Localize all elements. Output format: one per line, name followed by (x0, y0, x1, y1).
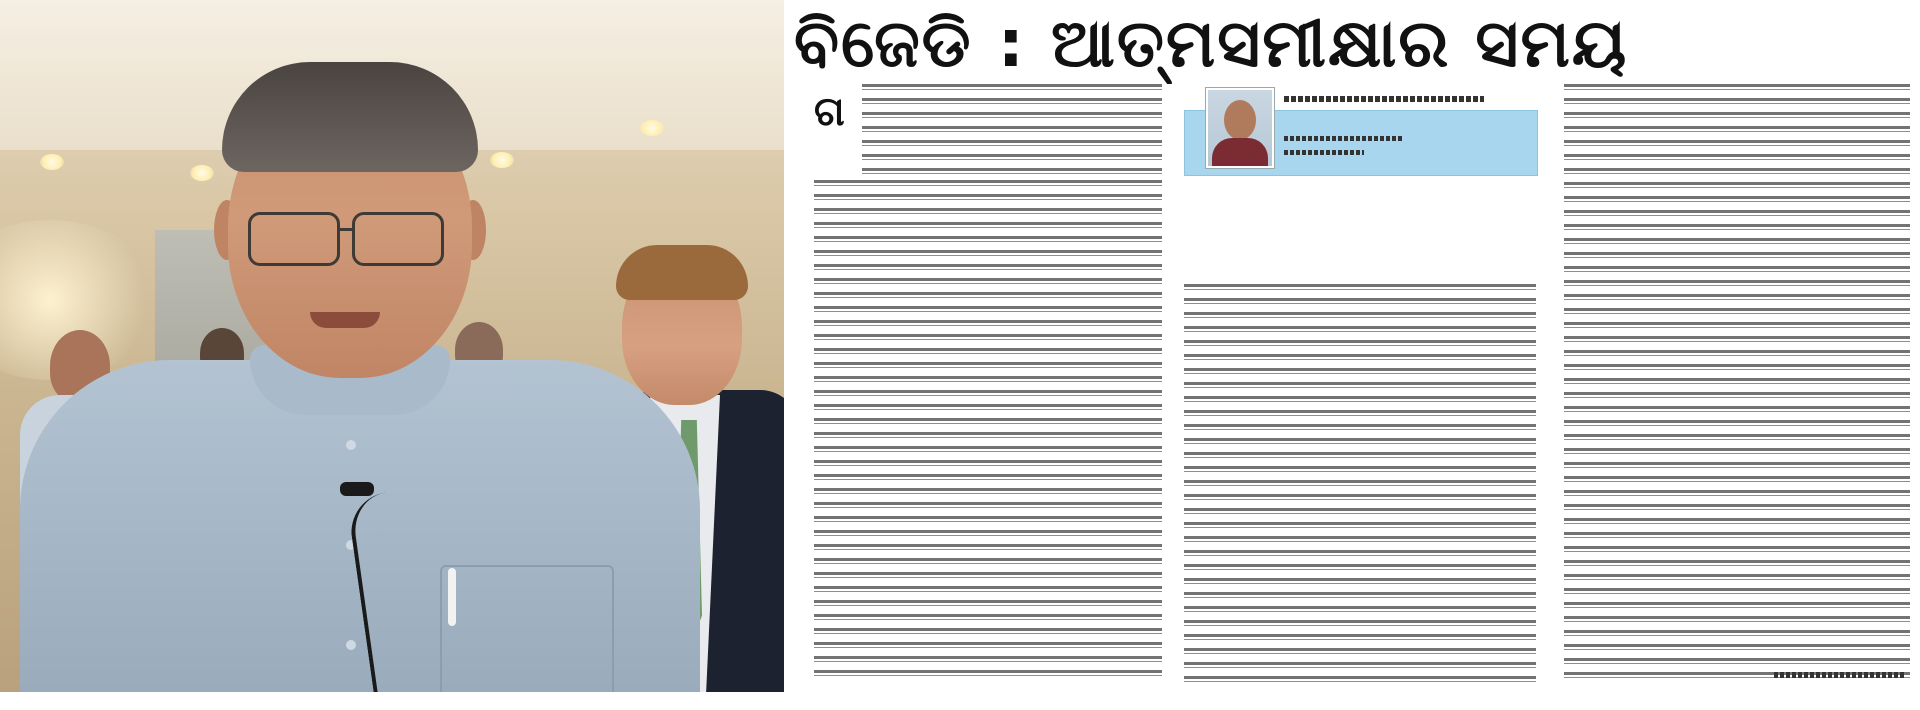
glasses-bridge (337, 228, 353, 231)
body-text-illegible (1564, 84, 1910, 684)
body-text-illegible (814, 180, 1162, 684)
glasses-lens-left (248, 212, 340, 266)
author-signoff-illegible (1774, 672, 1904, 678)
body-text-illegible (1184, 284, 1536, 684)
subject-mouth (310, 312, 380, 328)
article-headline: ବିଜେଡି : ଆତ୍ମସମୀକ୍ଷାର ସମୟ (794, 5, 1629, 82)
body-text-illegible (862, 84, 1162, 178)
shirt-pocket (440, 565, 614, 692)
bottom-margin (0, 692, 1920, 710)
pen-icon (448, 568, 456, 626)
background-man-hair (616, 245, 748, 300)
shirt-button (346, 640, 356, 650)
shirt-button (346, 440, 356, 450)
lapel-microphone-icon (340, 482, 374, 496)
ceiling-light (40, 154, 64, 170)
drop-cap: ଗ (814, 89, 845, 135)
ceiling-light (640, 120, 664, 136)
news-photo (0, 0, 784, 692)
column-1 (814, 84, 1162, 684)
newspaper-clipping (784, 0, 1920, 692)
ceiling-light (190, 165, 214, 181)
column-3 (1564, 84, 1910, 684)
glasses-lens-right (352, 212, 444, 266)
subject-hair (222, 62, 478, 172)
column-2 (1184, 84, 1536, 684)
ceiling-light (490, 152, 514, 168)
